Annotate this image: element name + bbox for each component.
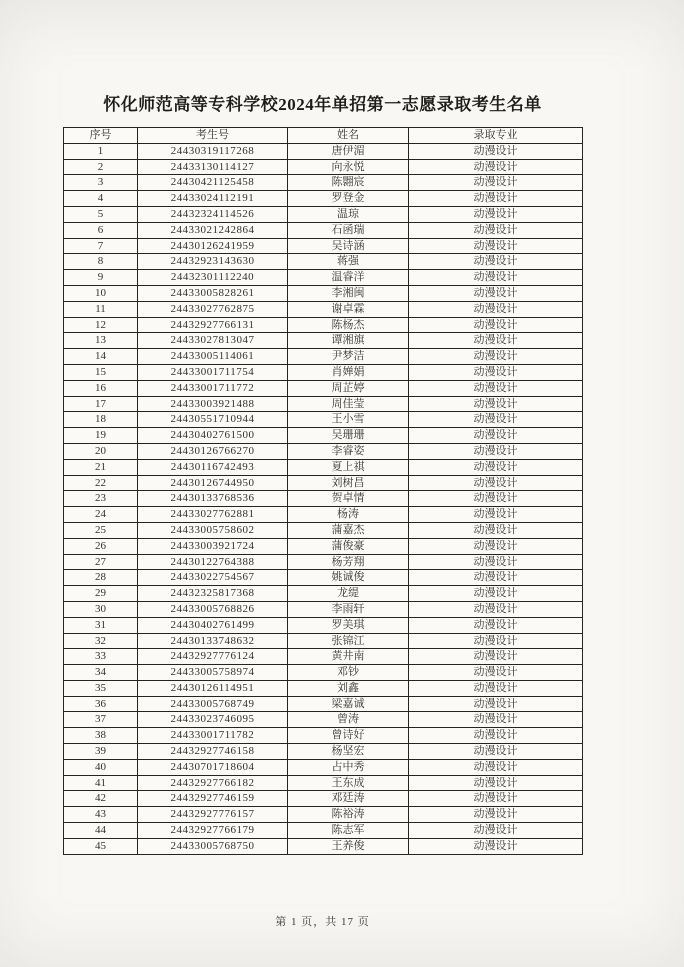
candidate-id-cell: 24430701718604 xyxy=(138,759,288,775)
candidate-name-cell: 王小雪 xyxy=(288,412,409,428)
row-number-cell: 39 xyxy=(64,744,138,760)
admitted-major-cell: 动漫设计 xyxy=(409,522,583,538)
table-row xyxy=(64,364,583,380)
table-row xyxy=(64,380,583,396)
admitted-major-cell: 动漫设计 xyxy=(409,601,583,617)
candidate-name-cell: 姚诚俊 xyxy=(288,570,409,586)
row-number-cell: 3 xyxy=(64,175,138,191)
admitted-major-cell: 动漫设计 xyxy=(409,744,583,760)
candidate-id-cell: 24430126114951 xyxy=(138,680,288,696)
table-row xyxy=(64,254,583,270)
candidate-id-cell: 24432301112240 xyxy=(138,270,288,286)
candidate-id-cell: 24433023746095 xyxy=(138,712,288,728)
row-number-cell: 4 xyxy=(64,191,138,207)
table-row xyxy=(64,143,583,159)
admitted-major-cell: 动漫设计 xyxy=(409,680,583,696)
row-number-cell: 18 xyxy=(64,412,138,428)
admitted-major-cell: 动漫设计 xyxy=(409,396,583,412)
candidate-name-cell: 肖婵娟 xyxy=(288,364,409,380)
row-number-cell: 40 xyxy=(64,759,138,775)
candidate-name-cell: 谭湘旗 xyxy=(288,333,409,349)
admitted-major-cell: 动漫设计 xyxy=(409,159,583,175)
admitted-major-cell: 动漫设计 xyxy=(409,649,583,665)
candidate-id-cell: 24432927746159 xyxy=(138,791,288,807)
candidate-id-cell: 24430116742493 xyxy=(138,459,288,475)
candidate-id-cell: 24433005768749 xyxy=(138,696,288,712)
candidate-id-cell: 24433003921724 xyxy=(138,538,288,554)
table-row xyxy=(64,823,583,839)
admitted-major-cell: 动漫设计 xyxy=(409,696,583,712)
candidate-name-cell: 龙缇 xyxy=(288,586,409,602)
candidate-name-cell: 陈志军 xyxy=(288,823,409,839)
admitted-major-cell: 动漫设计 xyxy=(409,459,583,475)
candidate-name-cell: 陈翾宸 xyxy=(288,175,409,191)
row-number-cell: 5 xyxy=(64,206,138,222)
candidate-name-cell: 向永悦 xyxy=(288,159,409,175)
candidate-name-cell: 曾诗好 xyxy=(288,728,409,744)
admitted-major-cell: 动漫设计 xyxy=(409,412,583,428)
candidate-name-cell: 刘鑫 xyxy=(288,680,409,696)
candidate-id-cell: 24430319117268 xyxy=(138,143,288,159)
candidate-name-cell: 黄井南 xyxy=(288,649,409,665)
candidate-id-cell: 24433003921488 xyxy=(138,396,288,412)
admitted-major-cell: 动漫设计 xyxy=(409,807,583,823)
row-number-cell: 29 xyxy=(64,586,138,602)
header-cell-number: 序号 xyxy=(64,128,138,144)
candidate-name-cell: 占中秀 xyxy=(288,759,409,775)
table-row xyxy=(64,491,583,507)
candidate-name-cell: 蒲嘉杰 xyxy=(288,522,409,538)
admitted-major-cell: 动漫设计 xyxy=(409,222,583,238)
candidate-id-cell: 24433027762881 xyxy=(138,507,288,523)
row-number-cell: 20 xyxy=(64,443,138,459)
table-row xyxy=(64,475,583,491)
row-number-cell: 37 xyxy=(64,712,138,728)
row-number-cell: 32 xyxy=(64,633,138,649)
table-row xyxy=(64,507,583,523)
row-number-cell: 11 xyxy=(64,301,138,317)
candidate-name-cell: 唐伊湄 xyxy=(288,143,409,159)
candidate-name-cell: 温睿洋 xyxy=(288,270,409,286)
table-row xyxy=(64,791,583,807)
candidate-id-cell: 24433001711754 xyxy=(138,364,288,380)
header-cell-candidate-id: 考生号 xyxy=(138,128,288,144)
row-number-cell: 28 xyxy=(64,570,138,586)
row-number-cell: 44 xyxy=(64,823,138,839)
candidate-id-cell: 24432927766131 xyxy=(138,317,288,333)
table-row xyxy=(64,601,583,617)
admitted-major-cell: 动漫设计 xyxy=(409,301,583,317)
admitted-major-cell: 动漫设计 xyxy=(409,728,583,744)
candidate-name-cell: 曾涛 xyxy=(288,712,409,728)
candidate-id-cell: 24430421125458 xyxy=(138,175,288,191)
candidate-name-cell: 尹梦洁 xyxy=(288,349,409,365)
header-cell-major: 录取专业 xyxy=(409,128,583,144)
admitted-major-cell: 动漫设计 xyxy=(409,491,583,507)
row-number-cell: 7 xyxy=(64,238,138,254)
table-row xyxy=(64,285,583,301)
candidate-name-cell: 王东成 xyxy=(288,775,409,791)
candidate-name-cell: 邓廷涛 xyxy=(288,791,409,807)
admitted-major-cell: 动漫设计 xyxy=(409,712,583,728)
table-row xyxy=(64,349,583,365)
row-number-cell: 25 xyxy=(64,522,138,538)
row-number-cell: 17 xyxy=(64,396,138,412)
table-row xyxy=(64,238,583,254)
candidate-name-cell: 李湘闽 xyxy=(288,285,409,301)
row-number-cell: 12 xyxy=(64,317,138,333)
admitted-major-cell: 动漫设计 xyxy=(409,586,583,602)
candidate-name-cell: 罗美琪 xyxy=(288,617,409,633)
row-number-cell: 23 xyxy=(64,491,138,507)
table-row xyxy=(64,443,583,459)
candidate-name-cell: 温琼 xyxy=(288,206,409,222)
candidate-name-cell: 吴诗涵 xyxy=(288,238,409,254)
table-row xyxy=(64,191,583,207)
candidate-id-cell: 24430122764388 xyxy=(138,554,288,570)
candidate-id-cell: 24430402761499 xyxy=(138,617,288,633)
table-row xyxy=(64,459,583,475)
table-row xyxy=(64,838,583,854)
admitted-major-cell: 动漫设计 xyxy=(409,143,583,159)
candidate-id-cell: 24433005768826 xyxy=(138,601,288,617)
candidate-name-cell: 邓钞 xyxy=(288,665,409,681)
candidate-id-cell: 24433021242864 xyxy=(138,222,288,238)
row-number-cell: 26 xyxy=(64,538,138,554)
candidate-name-cell: 张锦江 xyxy=(288,633,409,649)
page-title: 怀化师范高等专科学校2024年单招第一志愿录取考生名单 xyxy=(103,95,542,114)
table-header-row xyxy=(64,128,583,144)
admitted-major-cell: 动漫设计 xyxy=(409,665,583,681)
candidate-id-cell: 24433005758602 xyxy=(138,522,288,538)
candidate-name-cell: 陈裕涛 xyxy=(288,807,409,823)
candidate-name-cell: 石函瑞 xyxy=(288,222,409,238)
table-row xyxy=(64,270,583,286)
admitted-major-cell: 动漫设计 xyxy=(409,317,583,333)
candidate-id-cell: 24432927776157 xyxy=(138,807,288,823)
table-row xyxy=(64,744,583,760)
admitted-major-cell: 动漫设计 xyxy=(409,254,583,270)
table-row xyxy=(64,159,583,175)
candidate-id-cell: 24432923143630 xyxy=(138,254,288,270)
candidate-name-cell: 陈杨杰 xyxy=(288,317,409,333)
table-row xyxy=(64,538,583,554)
table-row xyxy=(64,633,583,649)
row-number-cell: 27 xyxy=(64,554,138,570)
candidate-id-cell: 24433005114061 xyxy=(138,349,288,365)
admitted-major-cell: 动漫设计 xyxy=(409,428,583,444)
table-row xyxy=(64,175,583,191)
row-number-cell: 16 xyxy=(64,380,138,396)
candidate-name-cell: 吴珊珊 xyxy=(288,428,409,444)
admitted-major-cell: 动漫设计 xyxy=(409,364,583,380)
table-row xyxy=(64,222,583,238)
candidate-id-cell: 24433001711772 xyxy=(138,380,288,396)
admitted-major-cell: 动漫设计 xyxy=(409,380,583,396)
admitted-major-cell: 动漫设计 xyxy=(409,475,583,491)
candidate-id-cell: 24433022754567 xyxy=(138,570,288,586)
admission-table-body xyxy=(64,143,583,854)
row-number-cell: 9 xyxy=(64,270,138,286)
candidate-id-cell: 24433130114127 xyxy=(138,159,288,175)
admission-table xyxy=(63,127,583,855)
admitted-major-cell: 动漫设计 xyxy=(409,775,583,791)
candidate-name-cell: 刘树昌 xyxy=(288,475,409,491)
admitted-major-cell: 动漫设计 xyxy=(409,759,583,775)
table-row xyxy=(64,301,583,317)
candidate-id-cell: 24432927766182 xyxy=(138,775,288,791)
table-row xyxy=(64,649,583,665)
admitted-major-cell: 动漫设计 xyxy=(409,285,583,301)
table-row xyxy=(64,412,583,428)
candidate-name-cell: 蒲俊豪 xyxy=(288,538,409,554)
row-number-cell: 10 xyxy=(64,285,138,301)
row-number-cell: 22 xyxy=(64,475,138,491)
admitted-major-cell: 动漫设计 xyxy=(409,791,583,807)
admitted-major-cell: 动漫设计 xyxy=(409,554,583,570)
admitted-major-cell: 动漫设计 xyxy=(409,570,583,586)
candidate-id-cell: 24433027813047 xyxy=(138,333,288,349)
admitted-major-cell: 动漫设计 xyxy=(409,191,583,207)
row-number-cell: 14 xyxy=(64,349,138,365)
table-row xyxy=(64,807,583,823)
admitted-major-cell: 动漫设计 xyxy=(409,443,583,459)
table-row xyxy=(64,206,583,222)
table-row xyxy=(64,759,583,775)
row-number-cell: 34 xyxy=(64,665,138,681)
candidate-name-cell: 周芷婷 xyxy=(288,380,409,396)
candidate-id-cell: 24433005758974 xyxy=(138,665,288,681)
admitted-major-cell: 动漫设计 xyxy=(409,349,583,365)
candidate-id-cell: 24430133748632 xyxy=(138,633,288,649)
row-number-cell: 21 xyxy=(64,459,138,475)
row-number-cell: 36 xyxy=(64,696,138,712)
candidate-id-cell: 24432927766179 xyxy=(138,823,288,839)
table-row xyxy=(64,554,583,570)
table-row xyxy=(64,428,583,444)
row-number-cell: 33 xyxy=(64,649,138,665)
candidate-id-cell: 24430402761500 xyxy=(138,428,288,444)
candidate-id-cell: 24433027762875 xyxy=(138,301,288,317)
row-number-cell: 30 xyxy=(64,601,138,617)
admitted-major-cell: 动漫设计 xyxy=(409,838,583,854)
candidate-name-cell: 梁嘉诚 xyxy=(288,696,409,712)
candidate-id-cell: 24432927776124 xyxy=(138,649,288,665)
header-cell-name: 姓名 xyxy=(288,128,409,144)
table-row xyxy=(64,396,583,412)
candidate-name-cell: 周佳莹 xyxy=(288,396,409,412)
admitted-major-cell: 动漫设计 xyxy=(409,206,583,222)
candidate-name-cell: 罗登金 xyxy=(288,191,409,207)
row-number-cell: 13 xyxy=(64,333,138,349)
admitted-major-cell: 动漫设计 xyxy=(409,633,583,649)
row-number-cell: 19 xyxy=(64,428,138,444)
candidate-id-cell: 24432324114526 xyxy=(138,206,288,222)
candidate-name-cell: 杨坚宏 xyxy=(288,744,409,760)
admitted-major-cell: 动漫设计 xyxy=(409,270,583,286)
admitted-major-cell: 动漫设计 xyxy=(409,538,583,554)
candidate-name-cell: 李睿姿 xyxy=(288,443,409,459)
table-row xyxy=(64,586,583,602)
admitted-major-cell: 动漫设计 xyxy=(409,507,583,523)
table-row xyxy=(64,522,583,538)
candidate-id-cell: 24430126241959 xyxy=(138,238,288,254)
row-number-cell: 24 xyxy=(64,507,138,523)
row-number-cell: 38 xyxy=(64,728,138,744)
candidate-name-cell: 谢卓霖 xyxy=(288,301,409,317)
candidate-id-cell: 24433024112191 xyxy=(138,191,288,207)
candidate-id-cell: 24430551710944 xyxy=(138,412,288,428)
table-row xyxy=(64,317,583,333)
candidate-id-cell: 24432927746158 xyxy=(138,744,288,760)
admitted-major-cell: 动漫设计 xyxy=(409,175,583,191)
row-number-cell: 41 xyxy=(64,775,138,791)
row-number-cell: 1 xyxy=(64,143,138,159)
row-number-cell: 8 xyxy=(64,254,138,270)
candidate-name-cell: 贺卓情 xyxy=(288,491,409,507)
row-number-cell: 6 xyxy=(64,222,138,238)
admitted-major-cell: 动漫设计 xyxy=(409,333,583,349)
row-number-cell: 15 xyxy=(64,364,138,380)
row-number-cell: 2 xyxy=(64,159,138,175)
table-row xyxy=(64,728,583,744)
admitted-major-cell: 动漫设计 xyxy=(409,823,583,839)
candidate-name-cell: 夏上祺 xyxy=(288,459,409,475)
candidate-id-cell: 24433005828261 xyxy=(138,285,288,301)
candidate-name-cell: 蒋强 xyxy=(288,254,409,270)
candidate-name-cell: 杨涛 xyxy=(288,507,409,523)
candidate-id-cell: 24430126744950 xyxy=(138,475,288,491)
row-number-cell: 31 xyxy=(64,617,138,633)
candidate-name-cell: 杨芳翔 xyxy=(288,554,409,570)
row-number-cell: 35 xyxy=(64,680,138,696)
table-row xyxy=(64,696,583,712)
candidate-id-cell: 24433001711782 xyxy=(138,728,288,744)
candidate-name-cell: 王养俊 xyxy=(288,838,409,854)
table-row xyxy=(64,570,583,586)
table-row xyxy=(64,617,583,633)
candidate-id-cell: 24430133768536 xyxy=(138,491,288,507)
candidate-id-cell: 24432325817368 xyxy=(138,586,288,602)
row-number-cell: 45 xyxy=(64,838,138,854)
table-row xyxy=(64,333,583,349)
candidate-id-cell: 24430126766270 xyxy=(138,443,288,459)
row-number-cell: 42 xyxy=(64,791,138,807)
table-row xyxy=(64,680,583,696)
admitted-major-cell: 动漫设计 xyxy=(409,238,583,254)
admitted-major-cell: 动漫设计 xyxy=(409,617,583,633)
page-footer: 第 1 页，共 17 页 xyxy=(275,916,370,928)
table-row xyxy=(64,712,583,728)
candidate-name-cell: 李雨轩 xyxy=(288,601,409,617)
candidate-id-cell: 24433005768750 xyxy=(138,838,288,854)
table-row xyxy=(64,775,583,791)
row-number-cell: 43 xyxy=(64,807,138,823)
table-row xyxy=(64,665,583,681)
